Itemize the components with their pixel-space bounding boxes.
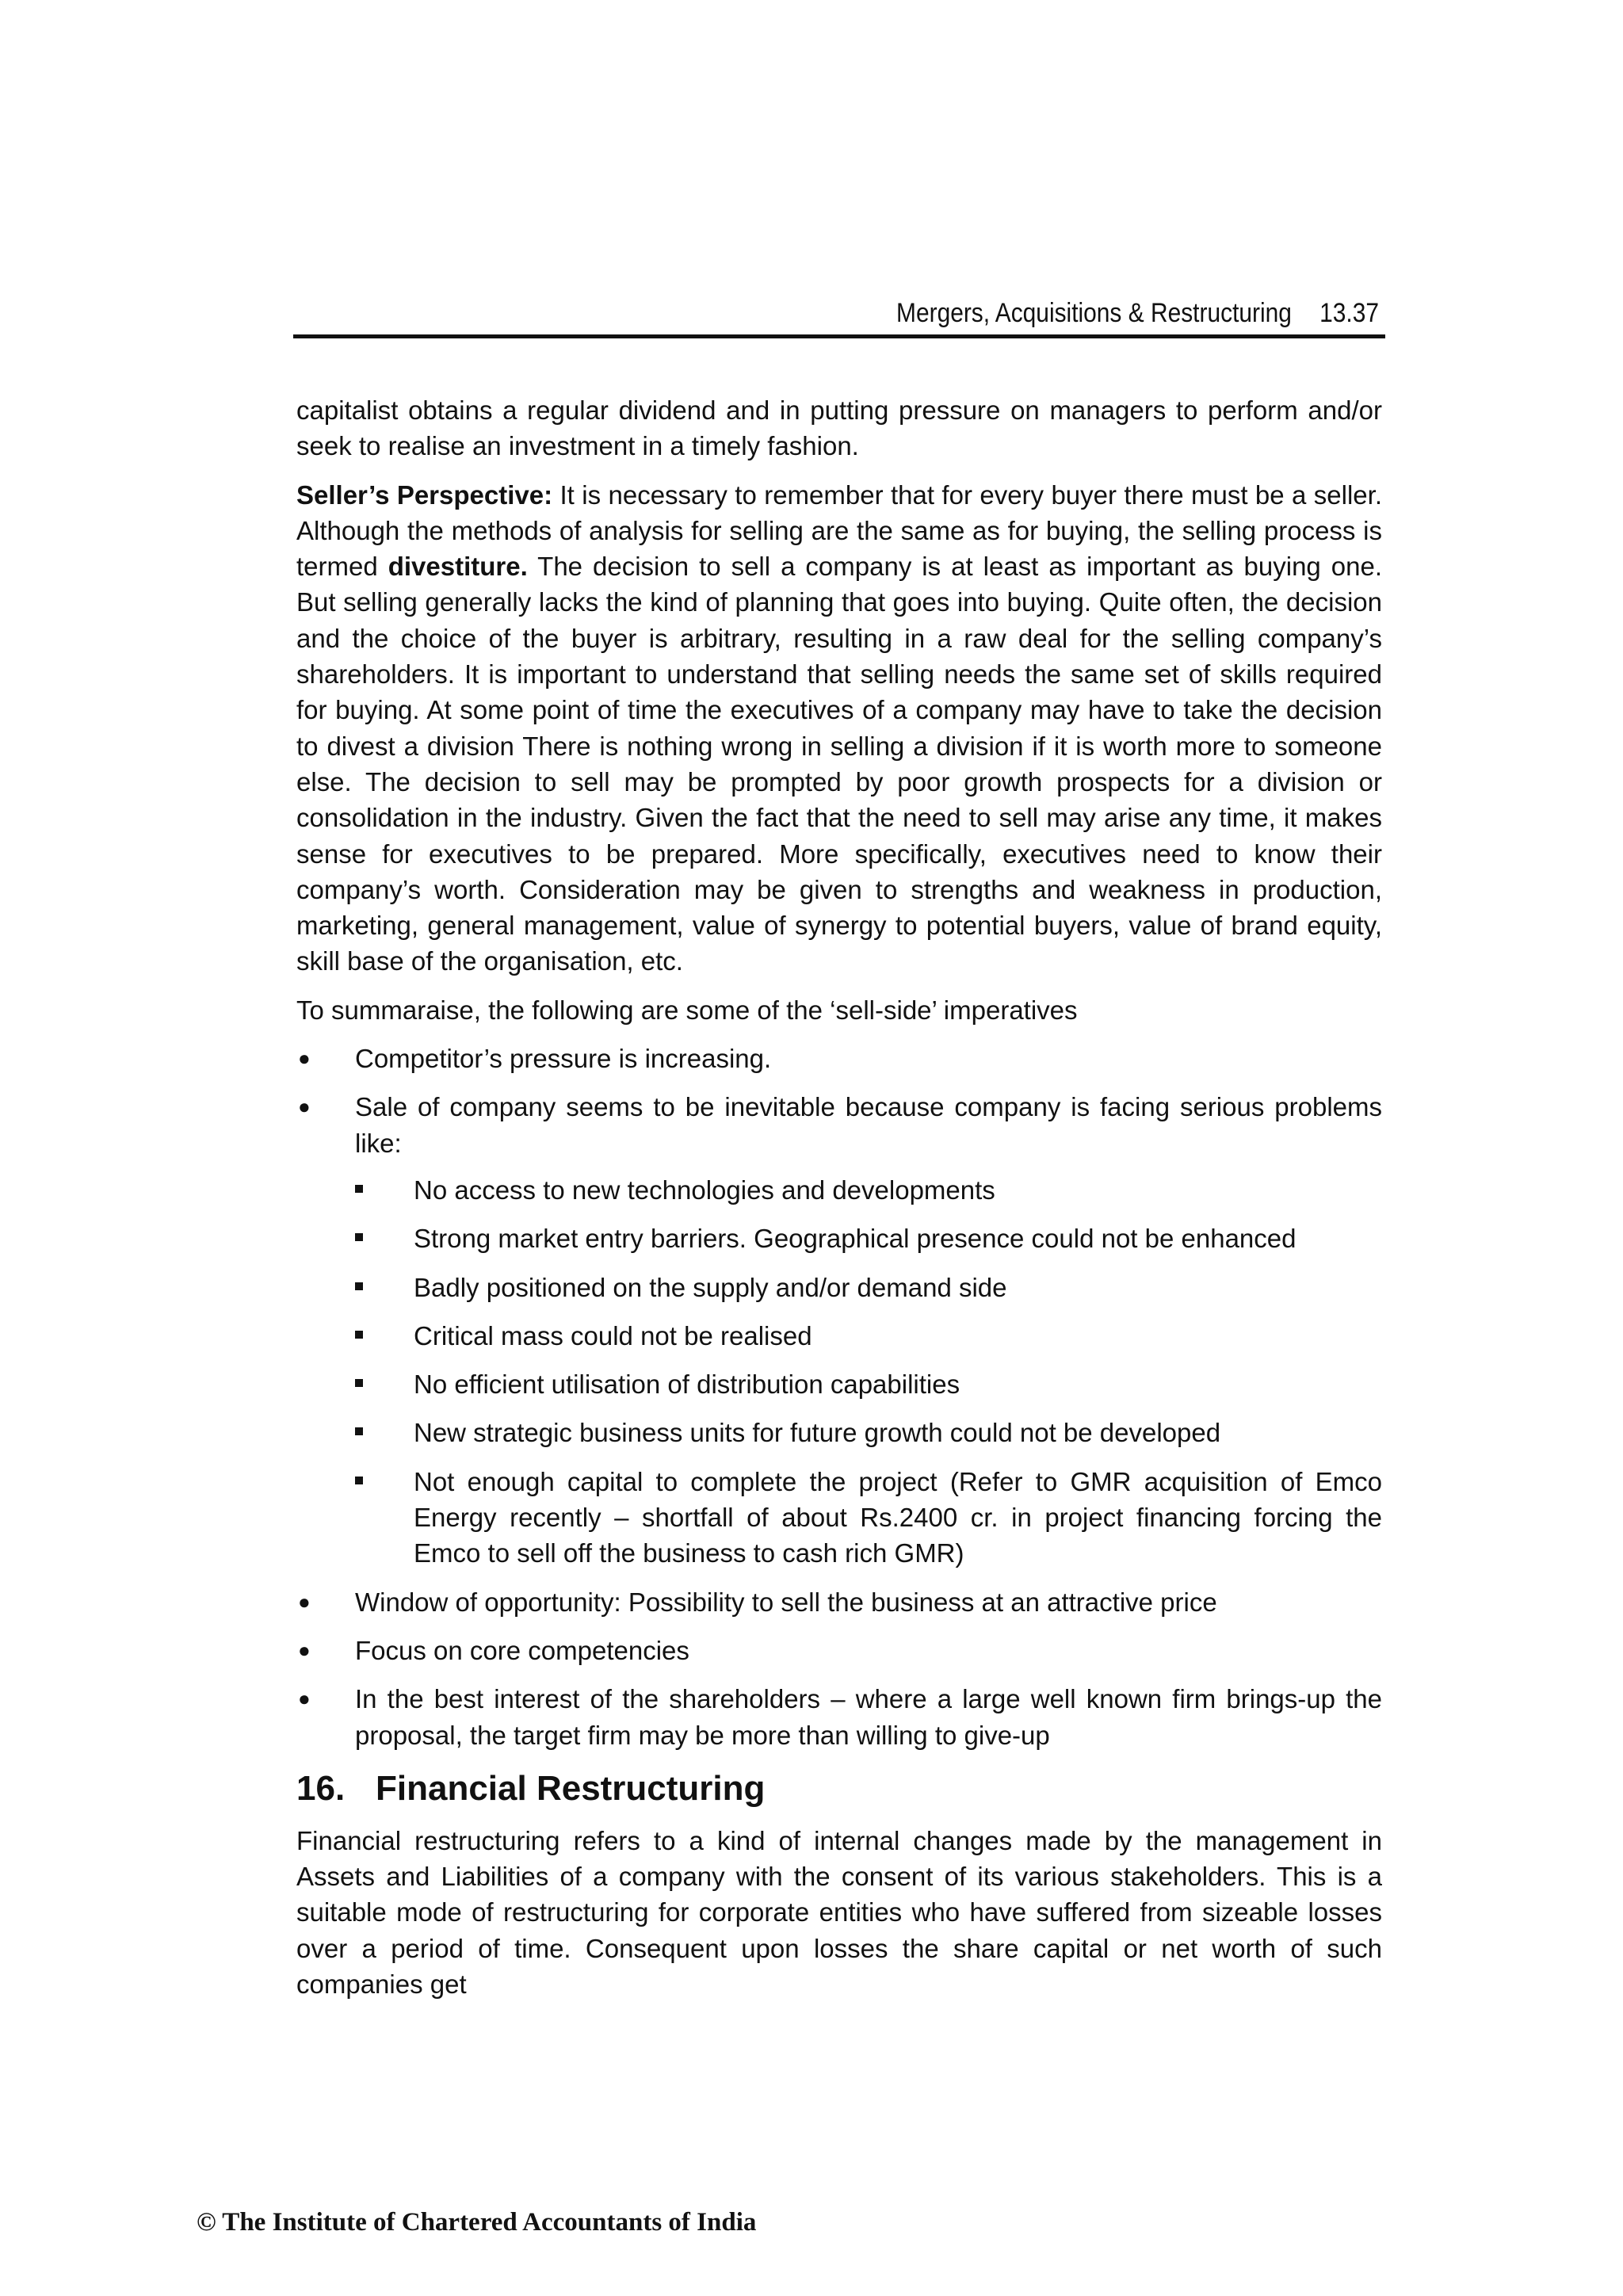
- list-item-text: Window of opportunity: Possibility to sell the business at an attractive price: [355, 1587, 1217, 1617]
- list-item: [296, 1584, 1382, 1620]
- section-number: 16.: [296, 1768, 346, 1808]
- summary-intro-paragraph: To summaraise, the following are some of the ‘sell-side’ imperatives: [296, 995, 1078, 1025]
- sublist-item-text: Strong market entry barriers. Geographical presence could not be enhanced: [414, 1224, 1296, 1254]
- intro-paragraph: capitalist obtains a regular dividend and in putting pressure on managers to perform and/or seek to realise an investment in a timely fashion.: [296, 395, 1382, 461]
- list-item-text: Focus on core competencies: [355, 1635, 689, 1665]
- list-item-text: Sale of company seems to be inevitable because company is facing serious problems like:: [355, 1092, 1382, 1158]
- square-bullet-icon: [355, 1185, 363, 1193]
- sublist-item: [355, 1270, 1382, 1305]
- problems-sublist: [355, 1172, 1382, 1572]
- seller-perspective-text-1: It is necessary to remember that for every buyer there must be a seller. Although the methods of analysis for selling are the same as for buying, the selling process is termed: [296, 479, 1382, 582]
- running-header: [293, 295, 1385, 338]
- divestiture-term: divestiture.: [388, 552, 528, 582]
- round-bullet-icon: ●: [298, 1046, 311, 1071]
- list-item: [296, 1089, 1382, 1571]
- copyright-footer: © The Institute of Chartered Accountants of India: [197, 2208, 757, 2237]
- page-content: [296, 392, 1382, 2015]
- chapter-title: Mergers, Acquisitions & Restructuring: [896, 298, 1292, 328]
- round-bullet-icon: ●: [298, 1589, 311, 1614]
- square-bullet-icon: [355, 1282, 363, 1290]
- financial-restructuring-paragraph: Financial restructuring refers to a kind of internal changes made by the management in Assets and Liabilities of a company with the consent of its various stakeholders. This is a suitable mode of restructuring for corporate entities who have suffered from sizeable losses over a period of time. Consequent upon losses the share capital or net worth of such companies get: [296, 1825, 1382, 1999]
- seller-perspective-paragraph: [296, 477, 1382, 980]
- round-bullet-icon: ●: [298, 1095, 311, 1119]
- round-bullet-icon: ●: [298, 1637, 311, 1662]
- list-item-text: In the best interest of the shareholders – where a large well known firm brings-up the proposal, the target firm may be more than willing to give-up: [355, 1684, 1382, 1750]
- seller-perspective-label: Seller’s Perspective:: [296, 479, 553, 510]
- square-bullet-icon: [355, 1427, 363, 1435]
- square-bullet-icon: [355, 1379, 363, 1387]
- sublist-item-text: No efficient utilisation of distribution capabilities: [414, 1370, 960, 1400]
- sublist-item-text: No access to new technologies and developments: [414, 1175, 995, 1205]
- sublist-item: [355, 1172, 1382, 1208]
- sublist-item: [355, 1221, 1382, 1256]
- section-heading: [296, 1766, 1382, 1812]
- square-bullet-icon: [355, 1331, 363, 1339]
- sell-side-imperatives-list: [296, 1041, 1382, 1753]
- sublist-item-text: Not enough capital to complete the project (Refer to GMR acquisition of Emco Energy recently – shortfall of about Rs.2400 cr. in project financing forcing the Emco to sell off the business to cash rich GMR): [414, 1466, 1382, 1568]
- seller-perspective-text-2: The decision to sell a company is at least as important as buying one. But selling generally lacks the kind of planning that goes into buying. Quite often, the decision and the choice of the buyer is arbitrary, resulting in a raw deal for the selling company’s shareholders. It is important to understand that selling needs the same set of skills required for buying. At some point of time the executives of a company may have to take the decision to divest a division There is nothing wrong in selling a division if it is worth more to someone else. The decision to sell may be prompted by poor growth prospects for a division or consolidation in the industry. Given the fact that the need to sell may arise any time, it makes sense for executives to be prepared. More specifically, executives need to know their company’s worth. Consideration may be given to strengths and weakness in production, marketing, general management, value of synergy to potential buyers, value of brand equity, skill base of the organisation, etc.: [296, 552, 1383, 976]
- list-item-text: Competitor’s pressure is increasing.: [355, 1044, 772, 1074]
- sublist-item-text: New strategic business units for future growth could not be developed: [414, 1418, 1221, 1448]
- section-title: Financial Restructuring: [376, 1768, 766, 1808]
- sublist-item-text: Badly positioned on the supply and/or demand side: [414, 1272, 1007, 1302]
- sublist-item: [355, 1464, 1382, 1572]
- list-item: [296, 1041, 1382, 1076]
- page-number: 13.37: [1319, 298, 1379, 328]
- square-bullet-icon: [355, 1233, 363, 1241]
- sublist-item-text: Critical mass could not be realised: [414, 1320, 812, 1350]
- header-text: [896, 295, 1379, 331]
- list-item: [296, 1633, 1382, 1668]
- square-bullet-icon: [355, 1477, 363, 1484]
- round-bullet-icon: ●: [298, 1687, 311, 1711]
- list-item: [296, 1681, 1382, 1753]
- sublist-item: [355, 1318, 1382, 1354]
- sublist-item: [355, 1366, 1382, 1402]
- sublist-item: [355, 1415, 1382, 1450]
